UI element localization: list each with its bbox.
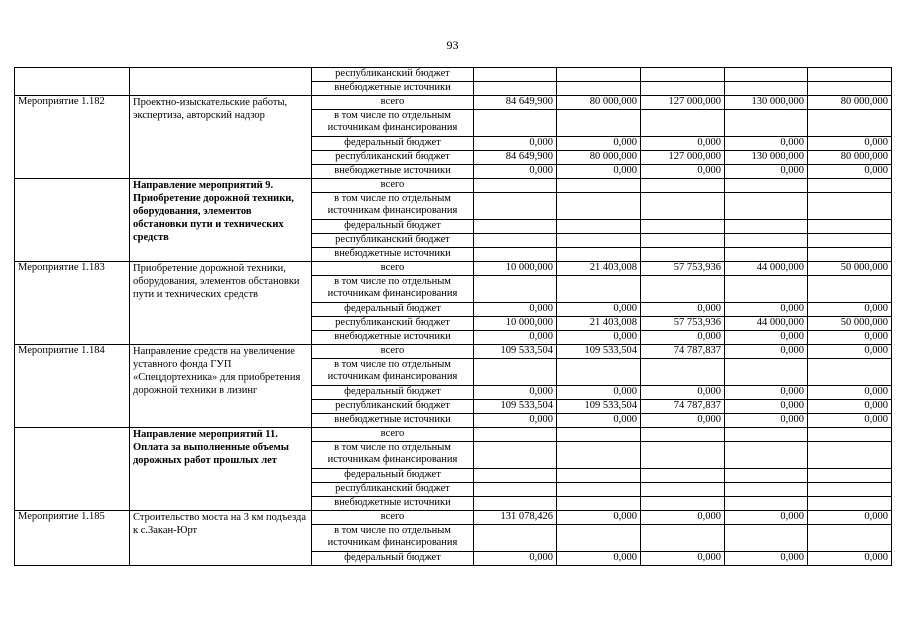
amount-cell [808, 82, 892, 96]
amount-cell: 0,000 [725, 511, 808, 525]
funding-source-label: федеральный бюджет [312, 137, 474, 151]
amount-cell: 127 000,000 [641, 96, 725, 110]
amount-cell [474, 483, 557, 497]
amount-cell: 0,000 [725, 331, 808, 345]
amount-cell [808, 193, 892, 220]
amount-cell: 109 533,504 [474, 400, 557, 414]
amount-cell: 109 533,504 [557, 345, 641, 359]
funding-source-label: в том числе по отдельным источникам финансирования [312, 193, 474, 220]
funding-source-label: всего [312, 179, 474, 193]
amount-cell: 80 000,000 [557, 96, 641, 110]
funding-source-label: федеральный бюджет [312, 303, 474, 317]
amount-cell [557, 82, 641, 96]
amount-cell [557, 110, 641, 137]
amount-cell [641, 442, 725, 469]
funding-source-label: республиканский бюджет [312, 400, 474, 414]
amount-cell [808, 483, 892, 497]
amount-cell: 57 753,936 [641, 317, 725, 331]
amount-cell [808, 525, 892, 552]
funding-source-label: внебюджетные источники [312, 82, 474, 96]
table-body [15, 68, 892, 566]
activity-name: Направление мероприятий 11. Оплата за выполненные объемы дорожных работ прошлых лет [130, 428, 312, 511]
funding-source-label: в том числе по отдельным источникам финансирования [312, 525, 474, 552]
amount-cell: 0,000 [808, 400, 892, 414]
amount-cell [474, 442, 557, 469]
amount-cell [474, 193, 557, 220]
amount-cell [641, 248, 725, 262]
amount-cell [725, 497, 808, 511]
amount-cell [557, 469, 641, 483]
amount-cell: 0,000 [808, 386, 892, 400]
activity-name: Проектно-изыскательские работы, экспертиза, авторский надзор [130, 96, 312, 179]
amount-cell: 0,000 [474, 137, 557, 151]
amount-cell [641, 497, 725, 511]
amount-cell: 44 000,000 [725, 317, 808, 331]
activity-name: Строительство моста на 3 км подъезда к с.Закан-Юрт [130, 511, 312, 566]
amount-cell: 84 649,900 [474, 151, 557, 165]
amount-cell [474, 276, 557, 303]
amount-cell: 0,000 [474, 303, 557, 317]
amount-cell: 0,000 [557, 303, 641, 317]
amount-cell: 0,000 [725, 165, 808, 179]
funding-source-label: федеральный бюджет [312, 386, 474, 400]
amount-cell [474, 179, 557, 193]
table-row [15, 262, 892, 276]
funding-source-label: республиканский бюджет [312, 151, 474, 165]
amount-cell: 0,000 [641, 511, 725, 525]
amount-cell [557, 497, 641, 511]
amount-cell: 0,000 [557, 414, 641, 428]
amount-cell [641, 179, 725, 193]
amount-cell [725, 483, 808, 497]
amount-cell: 0,000 [641, 165, 725, 179]
amount-cell: 50 000,000 [808, 317, 892, 331]
activity-code: Мероприятие 1.182 [15, 96, 130, 179]
amount-cell: 74 787,837 [641, 400, 725, 414]
amount-cell [725, 110, 808, 137]
amount-cell: 0,000 [557, 331, 641, 345]
funding-source-label: всего [312, 511, 474, 525]
amount-cell: 0,000 [725, 345, 808, 359]
funding-source-label: внебюджетные источники [312, 497, 474, 511]
amount-cell [808, 68, 892, 82]
amount-cell: 0,000 [474, 331, 557, 345]
activity-code: Мероприятие 1.184 [15, 345, 130, 428]
amount-cell: 0,000 [725, 386, 808, 400]
funding-source-label: республиканский бюджет [312, 234, 474, 248]
amount-cell [808, 469, 892, 483]
amount-cell [557, 442, 641, 469]
amount-cell [557, 483, 641, 497]
amount-cell: 21 403,008 [557, 317, 641, 331]
funding-source-label: всего [312, 345, 474, 359]
table-row [15, 345, 892, 359]
funding-source-label: внебюджетные источники [312, 414, 474, 428]
amount-cell [808, 276, 892, 303]
amount-cell [557, 276, 641, 303]
amount-cell [641, 110, 725, 137]
amount-cell [474, 248, 557, 262]
activity-code: Мероприятие 1.185 [15, 511, 130, 566]
amount-cell: 0,000 [474, 386, 557, 400]
amount-cell [474, 469, 557, 483]
amount-cell: 0,000 [557, 386, 641, 400]
amount-cell [557, 220, 641, 234]
table-row [15, 511, 892, 525]
funding-source-label: в том числе по отдельным источникам финансирования [312, 110, 474, 137]
page-number: 93 [446, 38, 459, 52]
amount-cell: 0,000 [808, 137, 892, 151]
amount-cell: 0,000 [641, 414, 725, 428]
table-row [15, 68, 892, 82]
amount-cell: 0,000 [474, 552, 557, 566]
amount-cell [808, 497, 892, 511]
amount-cell [557, 179, 641, 193]
amount-cell: 0,000 [725, 414, 808, 428]
activity-code: Мероприятие 1.183 [15, 262, 130, 345]
activity-name [130, 68, 312, 96]
table-row [15, 96, 892, 110]
activity-code [15, 428, 130, 511]
amount-cell [641, 525, 725, 552]
amount-cell: 21 403,008 [557, 262, 641, 276]
amount-cell [725, 193, 808, 220]
amount-cell: 0,000 [474, 165, 557, 179]
amount-cell: 0,000 [641, 331, 725, 345]
activity-code [15, 68, 130, 96]
amount-cell: 10 000,000 [474, 262, 557, 276]
amount-cell [808, 442, 892, 469]
amount-cell [725, 68, 808, 82]
activity-name: Направление мероприятий 9. Приобретение дорожной техники, оборудования, элементов обстановки пути и технических средств [130, 179, 312, 262]
funding-source-label: в том числе по отдельным источникам финансирования [312, 276, 474, 303]
amount-cell: 0,000 [808, 165, 892, 179]
amount-cell: 10 000,000 [474, 317, 557, 331]
funding-source-label: всего [312, 262, 474, 276]
table-row [15, 179, 892, 193]
amount-cell [808, 428, 892, 442]
funding-source-label: внебюджетные источники [312, 331, 474, 345]
amount-cell [557, 525, 641, 552]
amount-cell [808, 359, 892, 386]
funding-source-label: внебюджетные источники [312, 248, 474, 262]
amount-cell [641, 234, 725, 248]
amount-cell [808, 234, 892, 248]
amount-cell: 0,000 [725, 137, 808, 151]
amount-cell: 0,000 [557, 137, 641, 151]
amount-cell [725, 179, 808, 193]
amount-cell [557, 359, 641, 386]
amount-cell: 130 000,000 [725, 151, 808, 165]
amount-cell: 0,000 [641, 303, 725, 317]
amount-cell: 84 649,900 [474, 96, 557, 110]
funding-source-label: федеральный бюджет [312, 552, 474, 566]
amount-cell: 0,000 [808, 511, 892, 525]
amount-cell [474, 359, 557, 386]
funding-source-label: республиканский бюджет [312, 68, 474, 82]
funding-table [14, 67, 892, 566]
funding-source-label: в том числе по отдельным источникам финансирования [312, 359, 474, 386]
amount-cell [474, 82, 557, 96]
amount-cell [474, 110, 557, 137]
amount-cell: 74 787,837 [641, 345, 725, 359]
amount-cell [641, 359, 725, 386]
amount-cell: 0,000 [808, 345, 892, 359]
funding-source-label: республиканский бюджет [312, 317, 474, 331]
amount-cell [641, 68, 725, 82]
amount-cell: 109 533,504 [474, 345, 557, 359]
amount-cell: 57 753,936 [641, 262, 725, 276]
amount-cell [808, 248, 892, 262]
amount-cell: 0,000 [808, 331, 892, 345]
amount-cell [725, 234, 808, 248]
funding-source-label: федеральный бюджет [312, 469, 474, 483]
funding-source-label: федеральный бюджет [312, 220, 474, 234]
amount-cell [725, 525, 808, 552]
amount-cell: 0,000 [474, 414, 557, 428]
amount-cell [725, 276, 808, 303]
amount-cell: 0,000 [557, 165, 641, 179]
activity-code [15, 179, 130, 262]
amount-cell: 0,000 [725, 552, 808, 566]
amount-cell: 80 000,000 [808, 96, 892, 110]
amount-cell [725, 359, 808, 386]
amount-cell [641, 469, 725, 483]
activity-name: Приобретение дорожной техники, оборудования, элементов обстановки пути и технических средств [130, 262, 312, 345]
funding-source-label: внебюджетные источники [312, 165, 474, 179]
amount-cell [641, 428, 725, 442]
amount-cell: 80 000,000 [808, 151, 892, 165]
amount-cell: 0,000 [808, 414, 892, 428]
amount-cell [641, 193, 725, 220]
amount-cell: 109 533,504 [557, 400, 641, 414]
amount-cell: 130 000,000 [725, 96, 808, 110]
amount-cell [641, 82, 725, 96]
amount-cell [725, 82, 808, 96]
amount-cell: 0,000 [557, 552, 641, 566]
amount-cell [808, 110, 892, 137]
amount-cell: 44 000,000 [725, 262, 808, 276]
amount-cell [725, 248, 808, 262]
amount-cell [557, 234, 641, 248]
funding-source-label: всего [312, 428, 474, 442]
funding-source-label: всего [312, 96, 474, 110]
amount-cell [725, 428, 808, 442]
funding-source-label: в том числе по отдельным источникам финансирования [312, 442, 474, 469]
amount-cell [641, 483, 725, 497]
amount-cell [474, 68, 557, 82]
amount-cell [557, 68, 641, 82]
amount-cell: 0,000 [808, 552, 892, 566]
amount-cell [474, 428, 557, 442]
amount-cell [725, 220, 808, 234]
amount-cell [725, 442, 808, 469]
amount-cell [808, 220, 892, 234]
amount-cell [557, 428, 641, 442]
amount-cell: 127 000,000 [641, 151, 725, 165]
table-row [15, 428, 892, 442]
amount-cell [808, 179, 892, 193]
amount-cell: 0,000 [641, 552, 725, 566]
amount-cell [474, 220, 557, 234]
amount-cell: 0,000 [641, 137, 725, 151]
amount-cell: 80 000,000 [557, 151, 641, 165]
amount-cell [474, 234, 557, 248]
amount-cell [474, 525, 557, 552]
amount-cell [641, 220, 725, 234]
amount-cell: 50 000,000 [808, 262, 892, 276]
amount-cell: 0,000 [557, 511, 641, 525]
amount-cell [641, 276, 725, 303]
amount-cell: 0,000 [808, 303, 892, 317]
amount-cell [725, 469, 808, 483]
amount-cell [557, 193, 641, 220]
activity-name: Направление средств на увеличение уставного фонда ГУП «Спецдортехника» для приобретения дорожной техники в лизинг [130, 345, 312, 428]
amount-cell: 131 078,426 [474, 511, 557, 525]
amount-cell: 0,000 [725, 400, 808, 414]
amount-cell: 0,000 [641, 386, 725, 400]
amount-cell [474, 497, 557, 511]
funding-source-label: республиканский бюджет [312, 483, 474, 497]
amount-cell: 0,000 [725, 303, 808, 317]
amount-cell [557, 248, 641, 262]
